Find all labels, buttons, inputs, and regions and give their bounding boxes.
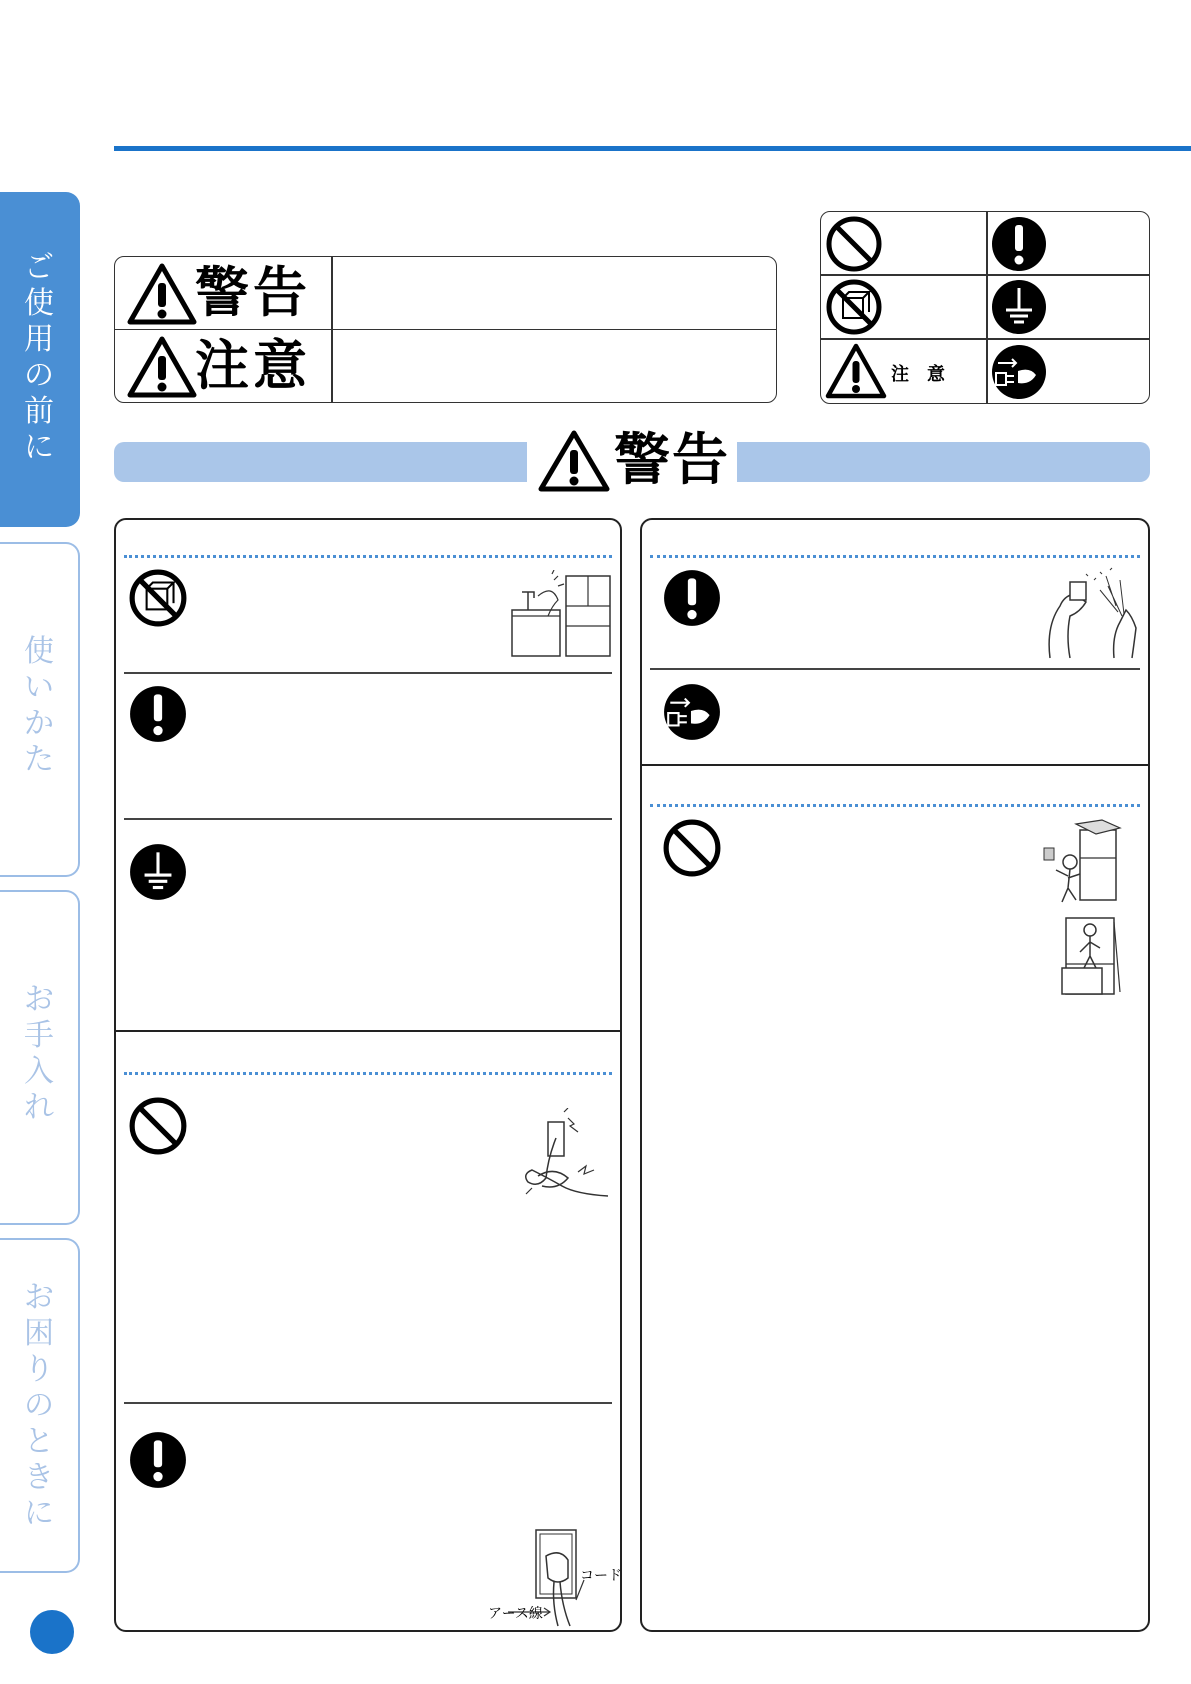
caution-triangle-icon bbox=[127, 336, 197, 398]
mandatory-action-icon bbox=[128, 684, 188, 744]
symbol-table bbox=[820, 211, 1150, 404]
cleaning-plug-illustration bbox=[1040, 566, 1144, 662]
caution-small-label: 注意 bbox=[891, 364, 963, 385]
damaged-cord-illustration bbox=[518, 1108, 614, 1204]
warning-triangle-icon bbox=[127, 263, 197, 325]
child-inside-refrigerator-illustration bbox=[1060, 912, 1124, 998]
side-tab-label: ご 使 用 の 前 に bbox=[24, 250, 54, 465]
warning-triangle-icon bbox=[538, 430, 610, 492]
page-number-dot bbox=[30, 1610, 74, 1654]
item-divider bbox=[124, 1402, 612, 1404]
refrigerator-near-sink-illustration bbox=[508, 570, 616, 662]
dotted-divider bbox=[650, 555, 1140, 558]
header-rule bbox=[114, 146, 1191, 151]
item-divider bbox=[650, 668, 1140, 670]
signal-word-legend bbox=[114, 256, 777, 403]
side-tab-how-to-use[interactable] bbox=[0, 542, 80, 877]
section-header-bar-left bbox=[114, 442, 527, 482]
caution-triangle-icon bbox=[825, 343, 887, 399]
panel-section-divider bbox=[640, 764, 1150, 766]
unplug-icon bbox=[662, 682, 722, 742]
warning-panel-left bbox=[114, 518, 622, 1632]
no-water-icon bbox=[825, 278, 883, 336]
prohibited-icon bbox=[662, 818, 722, 878]
dotted-divider bbox=[650, 804, 1140, 807]
mandatory-action-icon bbox=[128, 1430, 188, 1490]
child-climbing-refrigerator-illustration bbox=[1040, 818, 1124, 904]
legend-row-caution bbox=[115, 330, 776, 402]
earth-wire-label: アース線 bbox=[488, 1606, 543, 1622]
section-header-bar-right bbox=[737, 442, 1150, 482]
dotted-divider bbox=[124, 1072, 612, 1075]
panel-section-divider bbox=[114, 1030, 622, 1032]
side-tab-label: 使 い か た bbox=[24, 634, 54, 777]
dotted-divider bbox=[124, 555, 612, 558]
side-tab-label: お 手 入 れ bbox=[24, 982, 54, 1125]
item-divider bbox=[124, 672, 612, 674]
legend-warning-label: 警告 bbox=[195, 261, 311, 324]
section-title: 警告 bbox=[614, 428, 730, 493]
ground-connection-icon bbox=[128, 842, 188, 902]
prohibited-icon bbox=[128, 1096, 188, 1156]
mandatory-action-icon bbox=[662, 568, 722, 628]
legend-row-warning bbox=[115, 257, 776, 330]
legend-caution-label: 注意 bbox=[195, 334, 311, 397]
side-tab-maintenance[interactable] bbox=[0, 890, 80, 1225]
section-header-warning bbox=[538, 428, 730, 494]
side-tab-label: お 困 り の と き に bbox=[24, 1280, 54, 1531]
no-water-icon bbox=[128, 568, 188, 628]
cord-label: コード bbox=[580, 1568, 622, 1584]
unplug-icon bbox=[990, 343, 1048, 401]
side-tab-before-use[interactable] bbox=[0, 192, 80, 527]
side-tab-troubleshooting[interactable] bbox=[0, 1238, 80, 1573]
prohibited-icon bbox=[825, 215, 883, 273]
item-divider bbox=[124, 818, 612, 820]
ground-connection-icon bbox=[990, 278, 1048, 336]
mandatory-action-icon bbox=[990, 215, 1048, 273]
